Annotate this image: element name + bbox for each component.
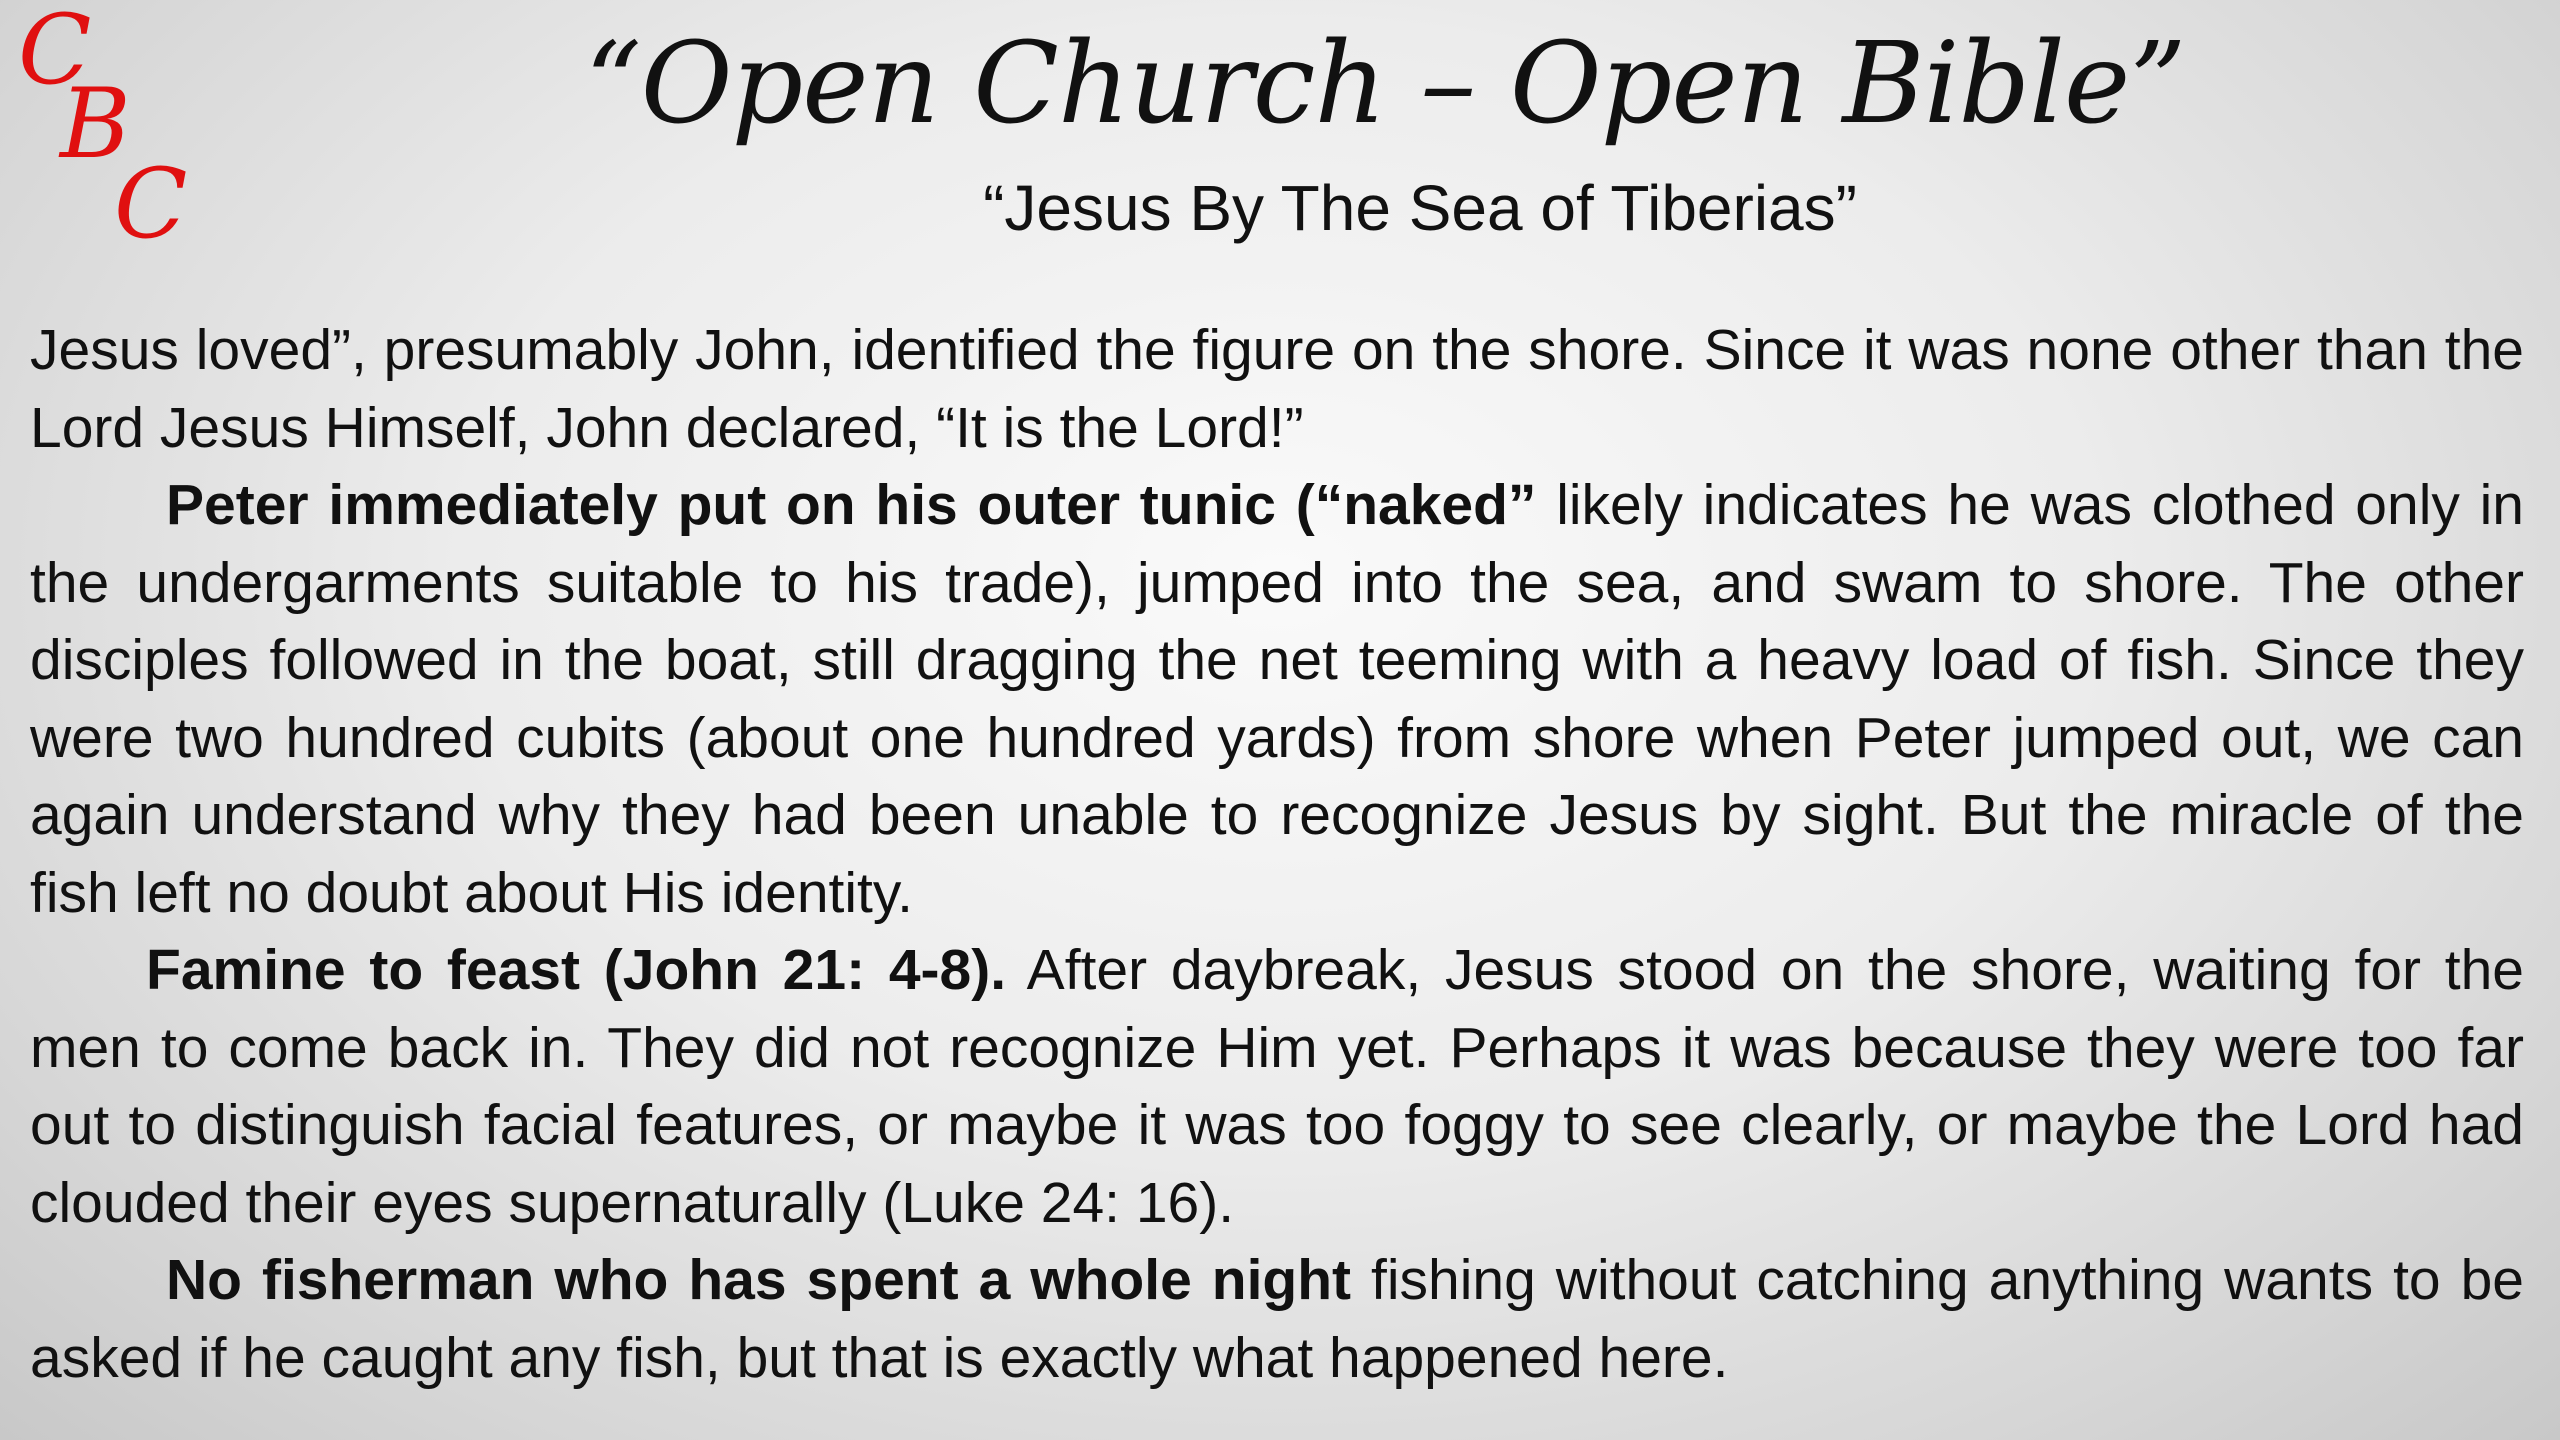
paragraph-4-bold: No fisherman who has spent a whole night: [166, 1248, 1352, 1312]
slide-title-text: “Open Church – Open Bible”: [584, 19, 2186, 149]
slide-subtitle-text: “Jesus By The Sea of Tiberias”: [983, 172, 1857, 244]
logo-letter-c-bottom: C: [114, 148, 188, 260]
paragraph-1: [30, 312, 2524, 467]
logo-letter-b: B: [60, 68, 131, 180]
paragraph-2-text: likely indicates he was clothed only in the undergarments suitable to his trade), jumped into the sea, and swam to shore. The other disciples followed in the boat, still dragging the net teeming with a heavy load of fish. Since they were two hundred cubits (about one hundred yards) from shore when Peter jumped out, we can again understand why they had been unable to recognize Jesus by sight. But the miracle of the fish left no doubt about His identity.: [30, 473, 2524, 925]
logo-letter-c-top: C: [18, 0, 92, 106]
paragraph-4: [30, 1242, 2524, 1397]
paragraph-1-text: Jesus loved”, presumably John, identified the figure on the shore. Since it was none other than the Lord Jesus Himself, John declared, “It is the Lord!”: [30, 318, 2524, 460]
paragraph-3: [30, 932, 2524, 1242]
paragraph-2-bold: Peter immediately put on his outer tunic (“naked”: [166, 473, 1537, 537]
paragraph-4-text: fishing without catching anything wants to be asked if he caught any fish, but that is exactly what happened here.: [30, 1248, 2525, 1390]
paragraph-3-bold: Famine to feast (John 21: 4-8).: [146, 938, 1007, 1002]
slide-title: [0, 14, 2560, 154]
slide-body: [30, 312, 2524, 1397]
slide-subtitle: [0, 168, 2560, 248]
paragraph-3-text: After daybreak, Jesus stood on the shore, waiting for the men to come back in. They did not recognize Him yet. Perhaps it was because they were too far out to distinguish facial features, or maybe it was too foggy to see clearly, or maybe the Lord had clouded their eyes supernaturally (Luke 24: 16).: [30, 938, 2524, 1235]
paragraph-2: [30, 467, 2524, 932]
